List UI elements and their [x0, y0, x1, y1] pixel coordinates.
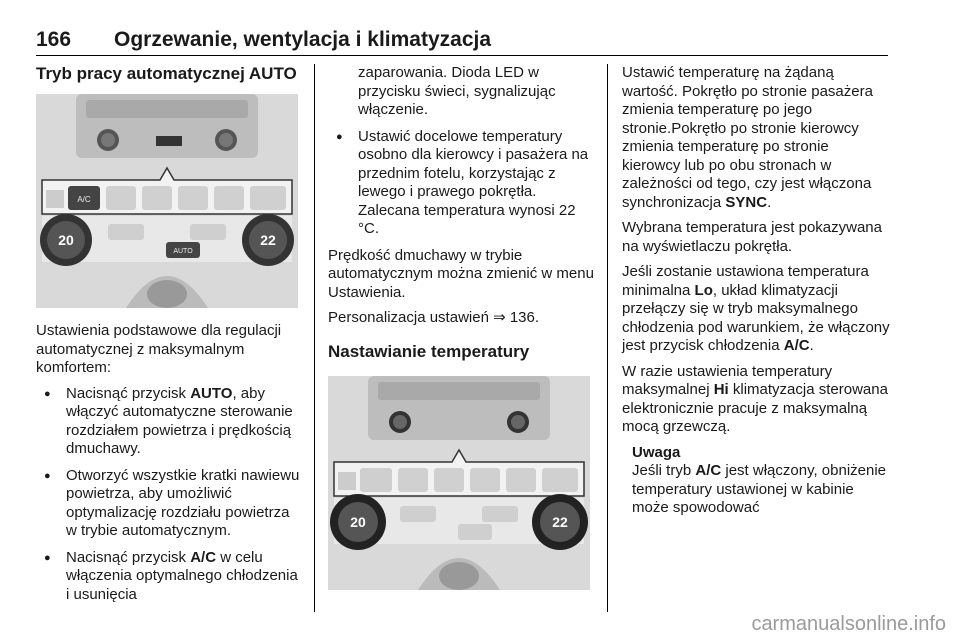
note-text: Jeśli tryb A/C jest włączony, obniżenie temperatury ustawionej w kabinie może spowodować [632, 462, 887, 516]
key-ac-3: A/C [695, 462, 722, 479]
column-1 [36, 64, 304, 612]
key-ac-2: A/C [783, 337, 810, 354]
bullet-ac: ● Nacisnąć przycisk A/C w celu włączenia optymalnego chłodzenia i usunięcia [36, 549, 304, 605]
key-lo: Lo [694, 281, 713, 299]
key-sync: SYNC [725, 193, 768, 211]
auto-button-label: AUTO [173, 248, 193, 255]
climate-panel-illustration-2 [328, 376, 590, 590]
display-text: Wybrana temperatura jest pokazywana na wyświetlaczu pokrętła. [622, 219, 882, 255]
ac-button-label: A/C [77, 195, 91, 204]
section-heading-temperature: Nastawianie temperatury [328, 341, 530, 361]
note-title: Uwaga [632, 443, 681, 461]
column-3 [622, 64, 890, 518]
key-ac: A/C [190, 548, 217, 566]
key-hi: Hi [713, 381, 729, 398]
column-divider-2 [607, 64, 608, 612]
page-number: 166 [36, 28, 72, 51]
page-title: Ogrzewanie, wentylacja i klimatyzacja [114, 28, 492, 51]
set-temperature-text: Ustawić temperaturę na żądaną wartość. Pokrętło po stronie pasażera zmienia temperaturę po jego stronie.Pokrętło po stronie kierowcy zmienia temperaturę po stronie kierowcy lub po obu stronach w zależności od tego, czy jest włączona synchronizacja SYNC. [622, 64, 873, 211]
note-block [622, 444, 890, 518]
bullet-vents: ● Otworzyć wszystkie kratki nawiewu powietrza, aby umożliwić optymalizację rozdziału powietrza w trybie automatycznym. [36, 467, 304, 541]
bullet-temperature: ● Ustawić docelowe temperatury osobno dla kierowcy i pasażera na przednim fotelu, korzystając z lewego i prawego pokrętła. Zalecana temperatura wynosi 22 °C. [328, 128, 594, 239]
key-auto: AUTO [190, 384, 233, 402]
column-2 [328, 64, 594, 604]
page-header [36, 28, 888, 56]
maximum-temperature-text: W razie ustawienia temperatury maksymalnej Hi klimatyzacja sterowana elektronicznie pracuje z maksymalną mocą grzewczą. [622, 362, 888, 435]
left-knob-temp-2: 20 [350, 513, 366, 530]
section-heading-auto: Tryb pracy automatycznej AUTO [36, 64, 297, 83]
personalization-ref: Personalizacja ustawień ⇒ 136. [328, 309, 540, 326]
right-knob-temp-2: 22 [552, 513, 568, 530]
climate-panel-illustration-1 [36, 94, 298, 308]
left-knob-temp: 20 [58, 232, 74, 248]
intro-text: Ustawienia podstawowe dla regulacji automatycznej z maksymalnym komfortem: [36, 322, 282, 376]
watermark: carmanualsonline.info [751, 613, 946, 635]
bullet-ac-continued: zaparowania. Dioda LED w przycisku świeci, sygnalizując włączenie. [358, 64, 556, 118]
bullet-auto: ● Nacisnąć przycisk AUTO, aby włączyć automatyczne sterowanie rozdziałem powietrza i prędkością dmuchawy. [36, 385, 304, 459]
minimum-temperature-text: Jeśli zostanie ustawiona temperatura minimalna Lo, układ klimatyzacji przełączy się w tryb maksymalnego chłodzenia pod warunkiem, że włączony jest przycisk chłodzenia A/C. [622, 263, 890, 354]
right-knob-temp: 22 [260, 232, 276, 248]
column-divider-1 [314, 64, 315, 612]
blower-speed-text: Prędkość dmuchawy w trybie automatycznym można zmienić w menu Ustawienia. [328, 246, 594, 301]
